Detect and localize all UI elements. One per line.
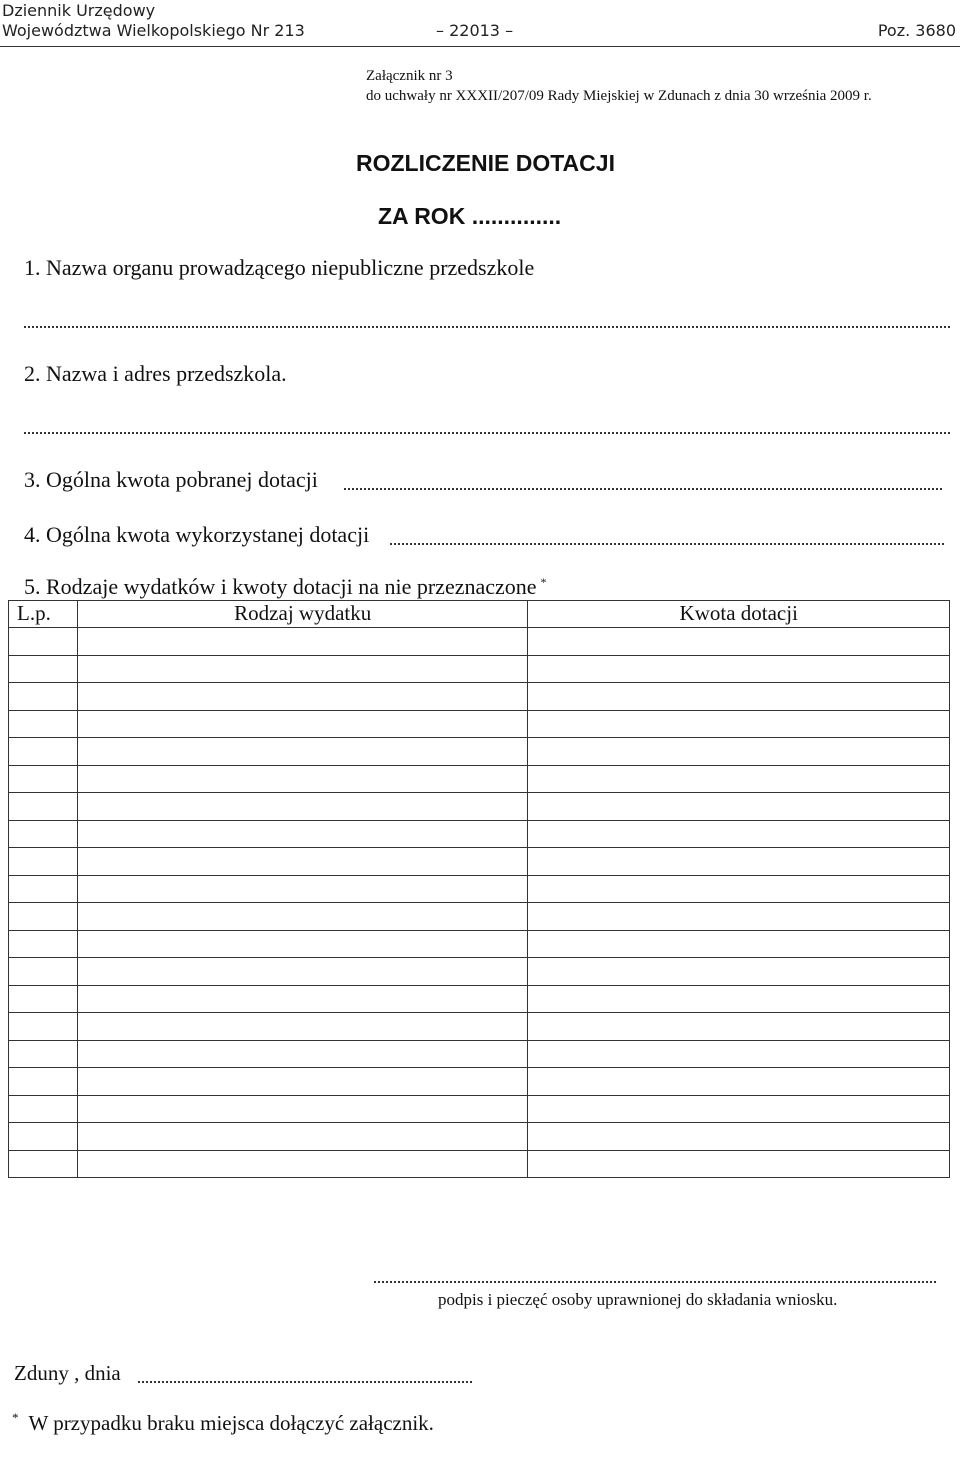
cell-lp[interactable] xyxy=(9,1150,78,1178)
cell-expense-type[interactable] xyxy=(77,793,528,821)
cell-amount[interactable] xyxy=(528,1040,950,1068)
item-4-label: 4. Ogólna kwota wykorzystanej dotacji xyxy=(24,522,370,547)
form-title: ROZLICZENIE DOTACJI xyxy=(356,150,615,176)
footnote-text: W przypadku braku miejsca dołączyć załącznik. xyxy=(28,1411,434,1435)
table-row xyxy=(9,655,950,683)
cell-amount[interactable] xyxy=(528,738,950,766)
cell-amount[interactable] xyxy=(528,628,950,656)
cell-expense-type[interactable] xyxy=(77,1013,528,1041)
signature-line[interactable] xyxy=(374,1281,936,1283)
cell-expense-type[interactable] xyxy=(77,628,528,656)
table-row xyxy=(9,683,950,711)
cell-amount[interactable] xyxy=(528,1123,950,1151)
cell-expense-type[interactable] xyxy=(77,875,528,903)
attachment-resolution: do uchwały nr XXXII/207/09 Rady Miejskiej w Zdunach z dnia 30 września 2009 r. xyxy=(366,88,872,104)
cell-amount[interactable] xyxy=(528,765,950,793)
table-row xyxy=(9,1068,950,1096)
cell-lp[interactable] xyxy=(9,628,78,656)
table-row xyxy=(9,710,950,738)
attachment-number: Załącznik nr 3 xyxy=(366,68,453,84)
footnote xyxy=(12,1410,434,1436)
page-number: – 22013 – xyxy=(436,21,514,40)
cell-expense-type[interactable] xyxy=(77,655,528,683)
cell-expense-type[interactable] xyxy=(77,1068,528,1096)
cell-lp[interactable] xyxy=(9,1068,78,1096)
cell-amount[interactable] xyxy=(528,930,950,958)
cell-expense-type[interactable] xyxy=(77,1123,528,1151)
cell-expense-type[interactable] xyxy=(77,985,528,1013)
cell-lp[interactable] xyxy=(9,655,78,683)
table-row xyxy=(9,765,950,793)
cell-amount[interactable] xyxy=(528,903,950,931)
table-row xyxy=(9,738,950,766)
cell-lp[interactable] xyxy=(9,1013,78,1041)
cell-lp[interactable] xyxy=(9,985,78,1013)
table-row xyxy=(9,628,950,656)
table-row xyxy=(9,820,950,848)
cell-expense-type[interactable] xyxy=(77,710,528,738)
journal-title: Dziennik Urzędowy xyxy=(2,1,156,20)
position-number: Poz. 3680 xyxy=(877,21,956,40)
cell-lp[interactable] xyxy=(9,820,78,848)
year-label: ZA ROK .............. xyxy=(378,203,562,229)
table-row xyxy=(9,903,950,931)
cell-lp[interactable] xyxy=(9,1040,78,1068)
cell-lp[interactable] xyxy=(9,710,78,738)
table-row xyxy=(9,1123,950,1151)
signature-caption: podpis i pieczęć osoby uprawnionej do składania wniosku. xyxy=(438,1290,838,1309)
cell-amount[interactable] xyxy=(528,793,950,821)
cell-amount[interactable] xyxy=(528,985,950,1013)
item-5-text: 5. Rodzaje wydatków i kwoty dotacji na nie przeznaczone xyxy=(24,574,537,599)
journal-header xyxy=(0,0,960,47)
item-3-fill-line[interactable] xyxy=(344,488,942,490)
cell-expense-type[interactable] xyxy=(77,848,528,876)
cell-lp[interactable] xyxy=(9,903,78,931)
cell-lp[interactable] xyxy=(9,848,78,876)
item-1-fill-line[interactable] xyxy=(24,326,950,328)
cell-amount[interactable] xyxy=(528,655,950,683)
cell-amount[interactable] xyxy=(528,820,950,848)
cell-lp[interactable] xyxy=(9,738,78,766)
table-row xyxy=(9,875,950,903)
column-header-lp: L.p. xyxy=(9,601,78,628)
table-row xyxy=(9,958,950,986)
cell-lp[interactable] xyxy=(9,1095,78,1123)
expense-table xyxy=(8,600,950,1178)
table-row xyxy=(9,848,950,876)
table-row xyxy=(9,793,950,821)
table-header-row xyxy=(9,601,950,628)
cell-expense-type[interactable] xyxy=(77,1150,528,1178)
cell-expense-type[interactable] xyxy=(77,765,528,793)
table-row xyxy=(9,930,950,958)
date-fill-line[interactable] xyxy=(138,1381,472,1383)
cell-lp[interactable] xyxy=(9,875,78,903)
place-date-label: Zduny , dnia xyxy=(14,1361,121,1385)
table-row xyxy=(9,985,950,1013)
column-header-expense-type: Rodzaj wydatku xyxy=(77,601,528,628)
table-row xyxy=(9,1040,950,1068)
footnote-marker: * xyxy=(540,574,547,589)
table-row xyxy=(9,1150,950,1178)
cell-expense-type[interactable] xyxy=(77,1040,528,1068)
footnote-asterisk: * xyxy=(12,1410,19,1425)
item-4-fill-line[interactable] xyxy=(390,543,944,545)
cell-lp[interactable] xyxy=(9,683,78,711)
cell-amount[interactable] xyxy=(528,683,950,711)
cell-expense-type[interactable] xyxy=(77,1095,528,1123)
cell-expense-type[interactable] xyxy=(77,683,528,711)
cell-expense-type[interactable] xyxy=(77,958,528,986)
cell-amount[interactable] xyxy=(528,1150,950,1178)
cell-expense-type[interactable] xyxy=(77,903,528,931)
table-row xyxy=(9,1013,950,1041)
item-1-label: 1. Nazwa organu prowadzącego niepubliczne przedszkole xyxy=(24,255,535,280)
cell-expense-type[interactable] xyxy=(77,738,528,766)
journal-issue: Województwa Wielkopolskiego Nr 213 xyxy=(2,21,305,40)
cell-lp[interactable] xyxy=(9,1123,78,1151)
item-3-label: 3. Ogólna kwota pobranej dotacji xyxy=(24,467,318,492)
cell-amount[interactable] xyxy=(528,710,950,738)
cell-expense-type[interactable] xyxy=(77,820,528,848)
cell-lp[interactable] xyxy=(9,930,78,958)
item-2-label: 2. Nazwa i adres przedszkola. xyxy=(24,361,287,386)
cell-amount[interactable] xyxy=(528,1068,950,1096)
cell-amount[interactable] xyxy=(528,875,950,903)
cell-lp[interactable] xyxy=(9,765,78,793)
cell-lp[interactable] xyxy=(9,793,78,821)
cell-expense-type[interactable] xyxy=(77,930,528,958)
cell-lp[interactable] xyxy=(9,958,78,986)
cell-amount[interactable] xyxy=(528,1013,950,1041)
item-2-fill-line[interactable] xyxy=(24,432,950,434)
cell-amount[interactable] xyxy=(528,848,950,876)
cell-amount[interactable] xyxy=(528,1095,950,1123)
cell-amount[interactable] xyxy=(528,958,950,986)
item-5-label xyxy=(24,574,547,600)
column-header-amount: Kwota dotacji xyxy=(528,601,950,628)
table-row xyxy=(9,1095,950,1123)
